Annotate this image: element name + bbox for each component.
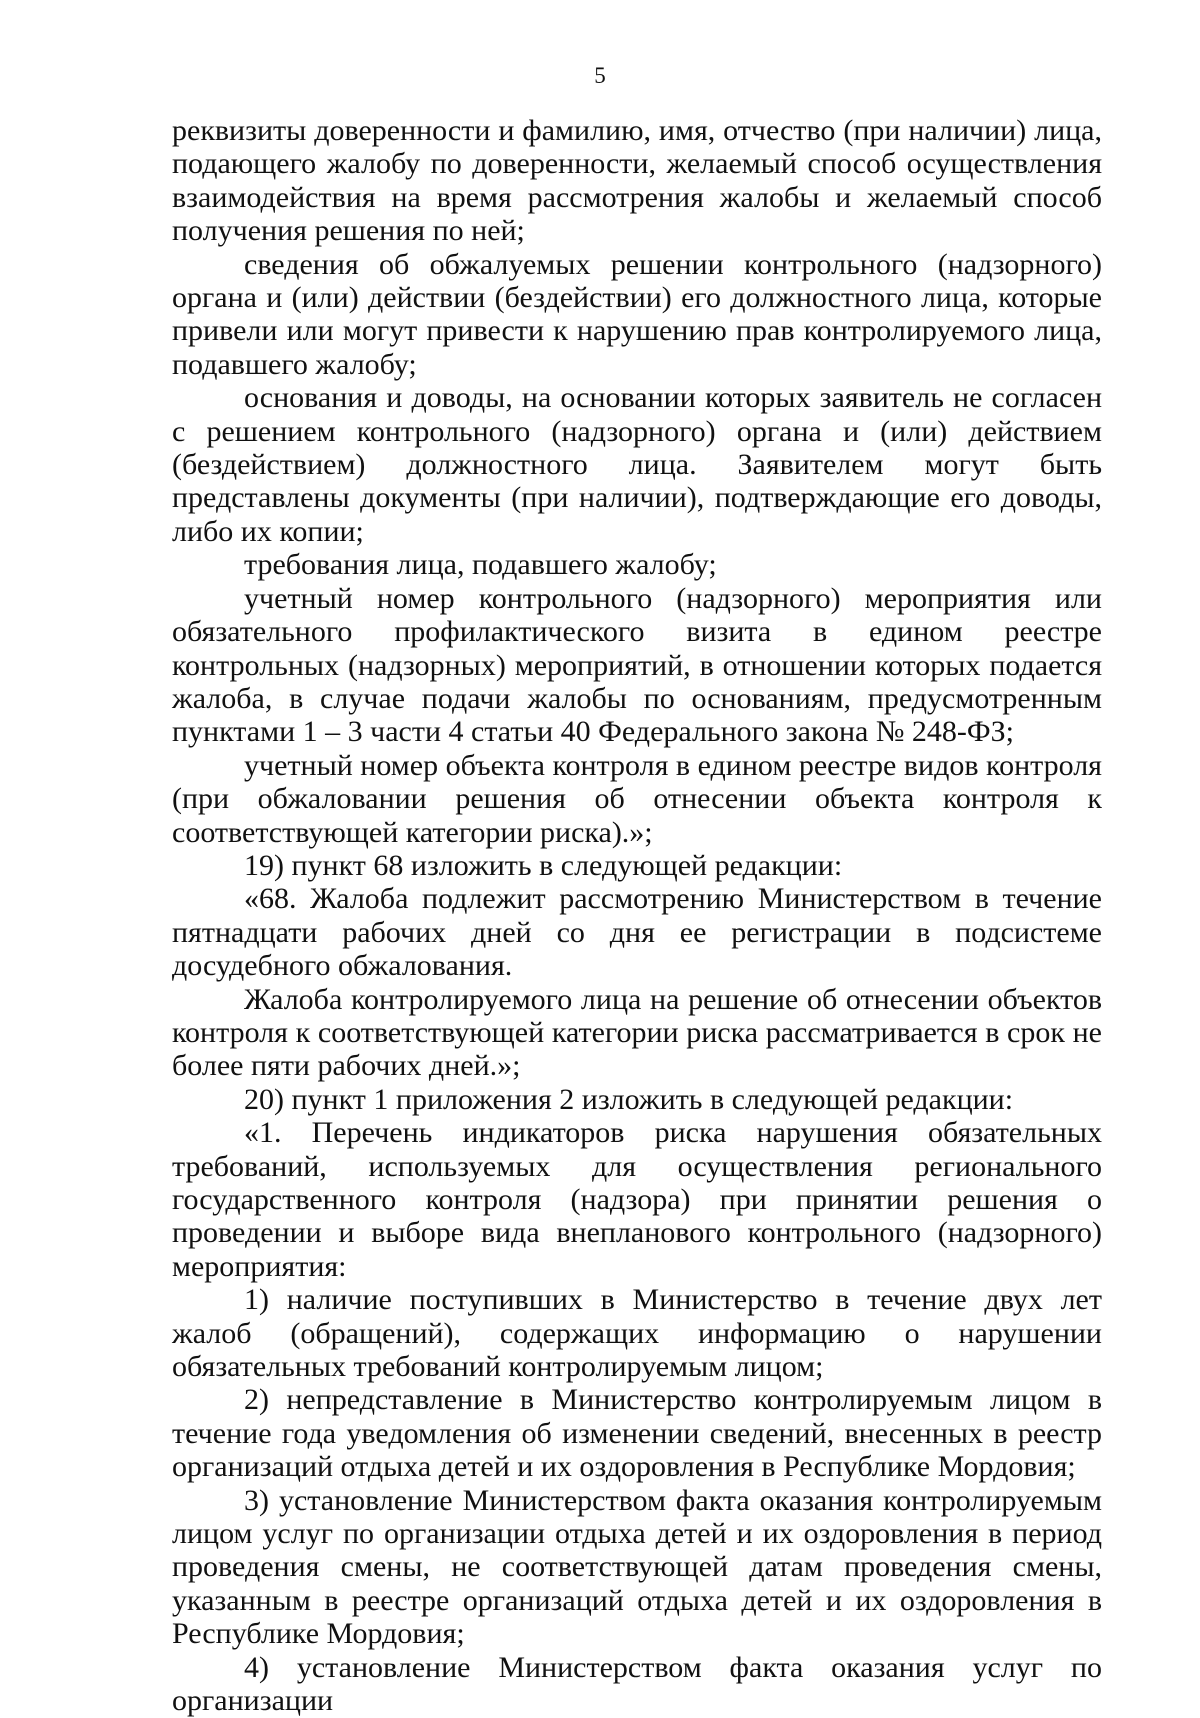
paragraph: 20) пункт 1 приложения 2 изложить в следующей редакции:	[244, 1082, 1014, 1116]
page-number: 5	[594, 63, 606, 88]
paragraph: Жалоба контролируемого лица на решение об отнесении объектов контроля к соответствующей категории риска рассматривается в срок не более пяти рабочих дней.»;	[172, 982, 1102, 1083]
paragraph: «1. Перечень индикаторов риска нарушения обязательных требований, используемых для осуществления регионального государственного контроля (надзора) при принятии решения о проведении и выборе вида внепланового контрольного (надзорного) мероприятия:	[172, 1116, 1102, 1283]
paragraph: учетный номер объекта контроля в едином реестре видов контроля (при обжаловании решения об отнесении объекта контроля к соответствующей категории риска).»;	[172, 748, 1102, 849]
paragraph: 4) установление Министерством факта оказания услуг по организации	[172, 1650, 1102, 1718]
paragraph: 1) наличие поступивших в Министерство в течение двух лет жалоб (обращений), содержащих информацию о нарушении обязательных требований контролируемым лицом;	[172, 1283, 1102, 1384]
paragraph: требования лица, подавшего жалобу;	[244, 548, 717, 582]
paragraph: 19) пункт 68 изложить в следующей редакции:	[244, 848, 843, 882]
paragraph: 3) установление Министерством факта оказания контролируемым лицом услуг по организации отдыха детей и их оздоровления в период проведения смены, не соответствующей датам проведения смены, указанным в реестре организаций отдыха детей и их оздоровления в Республике Мордовия;	[172, 1483, 1102, 1651]
paragraph: учетный номер контрольного (надзорного) мероприятия или обязательного профилактического визита в едином реестре контрольных (надзорных) мероприятий, в отношении которых подается жалоба, в случае подачи жалобы по основаниям, предусмотренным пунктами 1 – 3 части 4 статьи 40 Федерального закона № 248-ФЗ;	[172, 581, 1102, 749]
document-body	[172, 114, 1102, 1718]
paragraph: «68. Жалоба подлежит рассмотрению Министерством в течение пятнадцати рабочих дней со дня ее регистрации в подсистеме досудебного обжалования.	[172, 882, 1102, 983]
paragraph: сведения об обжалуемых решении контрольного (надзорного) органа и (или) действии (бездействии) его должностного лица, которые привели или могут привести к нарушению прав контролируемого лица, подавшего жалобу;	[172, 247, 1102, 381]
paragraph: 2) непредставление в Министерство контролируемым лицом в течение года уведомления об изменении сведений, внесенных в реестр организаций отдыха детей и их оздоровления в Республике Мордовия;	[172, 1383, 1102, 1484]
paragraph: реквизиты доверенности и фамилию, имя, отчество (при наличии) лица, подающего жалобу по доверенности, желаемый способ осуществления взаимодействия на время рассмотрения жалобы и желаемый способ получения решения по ней;	[172, 114, 1102, 248]
paragraph: основания и доводы, на основании которых заявитель не согласен с решением контрольного (надзорного) органа и (или) действием (бездействием) должностного лица. Заявителем могут быть представлены документы (при наличии), подтверждающие его доводы, либо их копии;	[172, 381, 1102, 548]
